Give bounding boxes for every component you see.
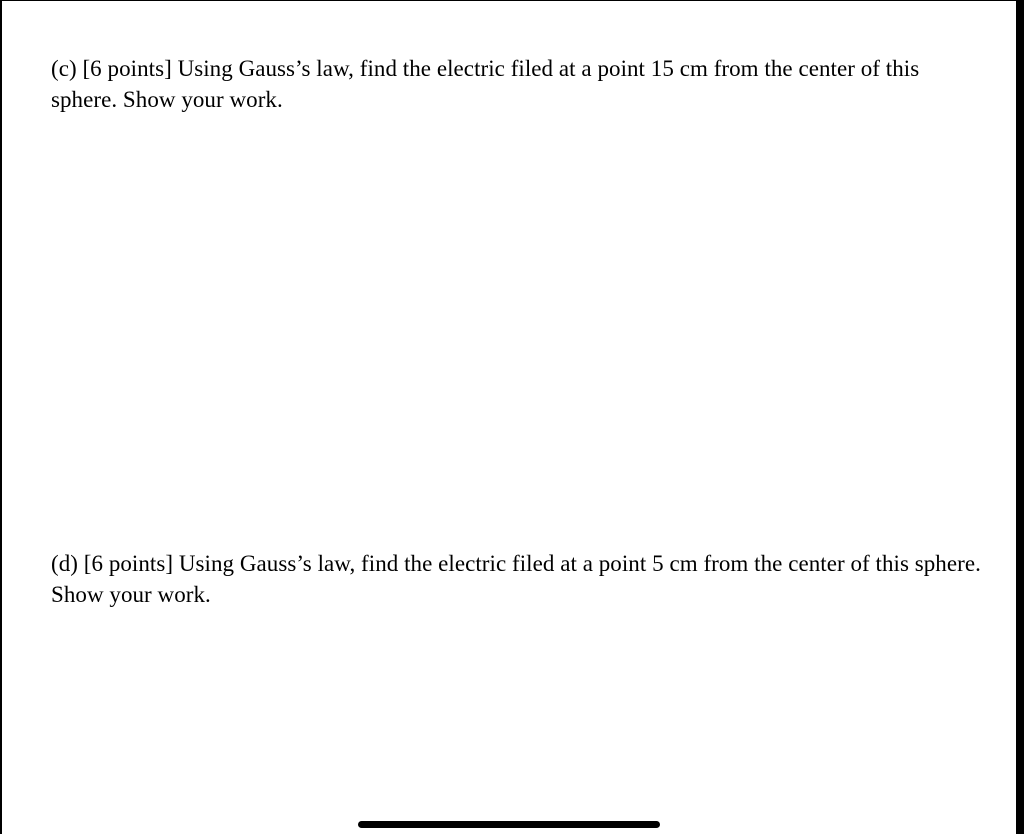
question-d-text: (d) [6 points] Using Gauss’s law, find the electric filed at a point 5 cm from the center of this sphere. Show your work. xyxy=(51,551,981,607)
document-page xyxy=(2,1,1016,834)
question-c-text: (c) [6 points] Using Gauss’s law, find the electric filed at a point 15 cm from the center of this sphere. Show your work. xyxy=(51,56,920,112)
home-indicator-bar[interactable] xyxy=(358,821,660,828)
